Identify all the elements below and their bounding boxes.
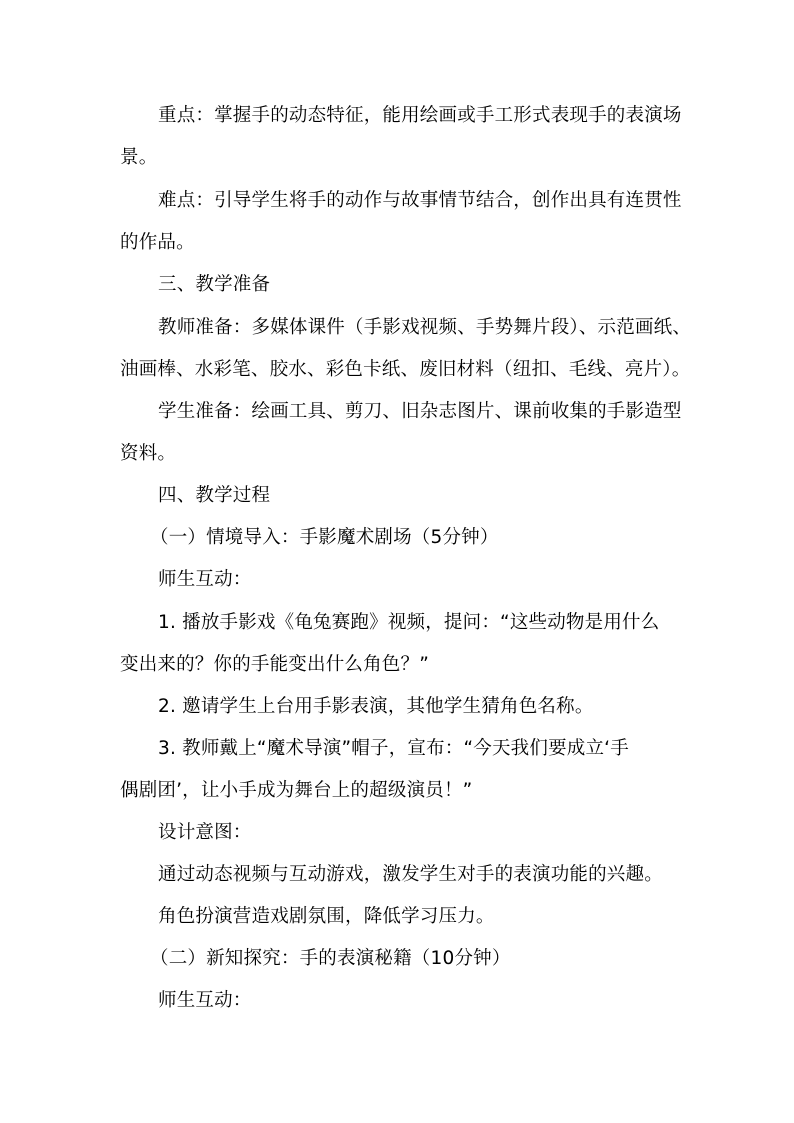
design-intent-label: 设计意图： bbox=[158, 822, 252, 843]
section-heading-preparation: 三、教学准备 bbox=[158, 274, 271, 295]
step3-line-2: 偶剧团’，让小手成为舞台上的超级演员！” bbox=[120, 780, 473, 801]
key-points-line-1: 重点：掌握手的动态特征，能用绘画或手工形式表现手的表演场 bbox=[158, 105, 682, 126]
student-prep-line-2: 资料。 bbox=[120, 443, 177, 464]
interaction-label-2: 师生互动： bbox=[158, 990, 252, 1011]
interaction-label-1: 师生互动： bbox=[158, 569, 252, 590]
step2-line: 2. 邀请学生上台用手影表演，其他学生猜角色名称。 bbox=[158, 696, 594, 717]
teacher-prep-line-2: 油画棒、水彩笔、胶水、彩色卡纸、废旧材料（纽扣、毛线、亮片）。 bbox=[120, 359, 691, 380]
student-prep-line-1: 学生准备：绘画工具、剪刀、旧杂志图片、课前收集的手影造型 bbox=[158, 401, 682, 422]
step1-line-1: 1. 播放手影戏《龟兔赛跑》视频，提问：“这些动物是用什么 bbox=[158, 612, 660, 633]
design-intent-line-1: 通过动态视频与互动游戏，激发学生对手的表演功能的兴趣。 bbox=[158, 864, 663, 885]
section-heading-process: 四、教学过程 bbox=[158, 485, 271, 506]
difficulties-line-2: 的作品。 bbox=[120, 232, 195, 253]
design-intent-line-2: 角色扮演营造戏剧氛围，降低学习压力。 bbox=[158, 906, 495, 927]
step1-line-2: 变出来的？你的手能变出什么角色？” bbox=[120, 654, 429, 675]
part1-heading: （一）情境导入：手影魔术剧场（5分钟） bbox=[150, 527, 499, 548]
teacher-prep-line-1: 教师准备：多媒体课件（手影戏视频、手势舞片段）、示范画纸、 bbox=[158, 317, 692, 338]
step3-line-1: 3. 教师戴上“魔术导演”帽子，宣布：“今天我们要成立‘手 bbox=[158, 738, 629, 759]
part2-heading: （二）新知探究：手的表演秘籍（10分钟） bbox=[150, 948, 511, 969]
difficulties-line-1: 难点：引导学生将手的动作与故事情节结合，创作出具有连贯性 bbox=[158, 190, 682, 211]
key-points-line-2: 景。 bbox=[120, 147, 158, 168]
